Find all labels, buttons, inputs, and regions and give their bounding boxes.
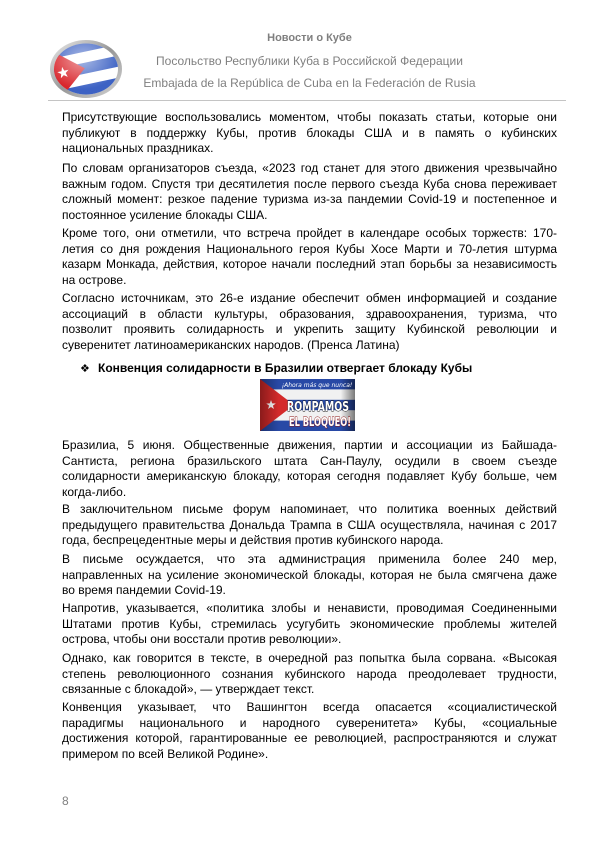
text-line: достижения которой, гарантированные ее революцией, распространяются и служат [62, 731, 557, 745]
article-paragraph [62, 601, 557, 648]
text-line: национальных праздниках. [62, 141, 214, 155]
text-line: направленных на усиление экономической блокады, которая не была смягчена даже [62, 567, 557, 582]
text-line: Штатами против Кубы, стремилась усугубить экономические проблемы жителей [62, 616, 557, 631]
text-line: По словам организаторов съезда, «2023 год станет для этого движения чрезвычайно [62, 161, 557, 175]
text-line: постоянное усиление блокады США. [62, 207, 268, 222]
article-paragraph [62, 651, 557, 698]
page-number: 8 [62, 794, 69, 808]
article-paragraph [62, 438, 557, 500]
text-line: года, беспрецедентные меры и действия против кубинского народа. [62, 533, 444, 547]
text-line: солидарности американскую блокаду, которая сегодня подавляет Кубу больше, чем [62, 469, 557, 483]
text-line: предыдущего правительства Дональда Трампа в США осуществляла, начиная с 2017 [62, 517, 557, 532]
embassy-name-ru: Посольство Республики Куба в Российской Федерации [156, 54, 463, 68]
text-line: позволит проявить солидарность и укрепить защиту Кубинской революции и [62, 322, 557, 336]
text-line: Напротив, указывается, «политика злобы и ненависти, проводимая Соединенными [62, 601, 557, 615]
text-line: ассоциаций в области культуры, образования, здравоохранения, туризма, что [62, 306, 557, 321]
banner-title-line1: ROMPAMOS [287, 400, 349, 415]
text-line: примером по всей Великой Родине». [62, 746, 269, 761]
text-line: парадигмы национального и народного суверенитета» Кубы, «социальные [62, 715, 557, 730]
text-line: публикуют в поддержку Кубы, против блокады США и в память о кубинских [62, 125, 557, 140]
rompamos-el-bloqueo-banner [260, 379, 355, 431]
article-paragraph [62, 226, 557, 288]
text-line: на острове. [62, 272, 127, 287]
header-divider [48, 100, 566, 101]
article-paragraph [62, 110, 557, 157]
text-line: Бразилиа, 5 июня. Общественные движения, партии и ассоциации из Байшада- [62, 438, 557, 452]
text-line: Согласно источникам, это 26-е издание обеспечит обмен информацией и создание [62, 291, 557, 305]
text-line: сложный момент: резкое падение туризма из-за пандемии Covid-19 и постепенное и [62, 192, 557, 206]
text-line: Однако, как говорится в тексте, в очередной раз попытка была сорвана. «Высокая [62, 651, 557, 665]
text-line: Кроме того, они отметили, что встреча пройдет в календаре особых торжеств: 170- [62, 226, 557, 240]
text-line: связанные с блокадой», — утверждает текст. [62, 682, 315, 696]
article-paragraph [62, 161, 557, 223]
text-line: степень революционного сознания кубинского народа преодолевает трудности, [62, 666, 557, 681]
text-line: В заключительном письме форум напоминает, что политика военных действий [62, 502, 557, 516]
section-heading-text: Конвенция солидарности в Бразилии отвергает блокаду Кубы [98, 361, 473, 375]
text-line: важным годом. Спустя три десятилетия после первого съезда Куба снова переживает [62, 176, 557, 191]
embassy-name-es: Embajada de la República de Cuba en la Federación de Rusia [143, 76, 476, 90]
text-line: Присутствующие воспользовались моментом, чтобы показать статьи, которые они [62, 110, 557, 124]
article-paragraph [62, 291, 557, 353]
text-line: летия со дня рождения Национального героя Кубы Хосе Марти и 70-летия штурма [62, 241, 557, 256]
article-paragraph [62, 502, 557, 549]
text-line: Конвенция указывает, что Вашингтон всегда опасается «социалистической [62, 700, 557, 714]
article-paragraph [62, 700, 557, 762]
banner-title-line2: EL BLOQUEO! [289, 415, 351, 429]
diamond-bullet-icon: ❖ [80, 362, 90, 375]
section-heading [80, 361, 472, 377]
text-line: суверенитет латиноамериканских народов. (Пренса Латина) [62, 337, 400, 352]
text-line: казарм Монкада, действия, которое начали последний этап борьбы за независимость [62, 257, 557, 271]
text-line: острова, чтобы они восстали против революции». [62, 632, 342, 646]
banner-tagline: ¡Ahora más que nunca! [281, 382, 353, 389]
text-line: во время пандемии Covid-19. [62, 583, 226, 597]
article-paragraph [62, 552, 557, 599]
text-line: когда-либо. [62, 484, 127, 499]
text-line: Сантиста, региона бразильского штата Сан-Паулу, осудили в своем съезде [62, 453, 557, 468]
text-line: В письме осуждается, что эта администрация применила более 240 мер, [62, 552, 557, 566]
newsletter-title: Новости о Кубе [267, 32, 352, 44]
